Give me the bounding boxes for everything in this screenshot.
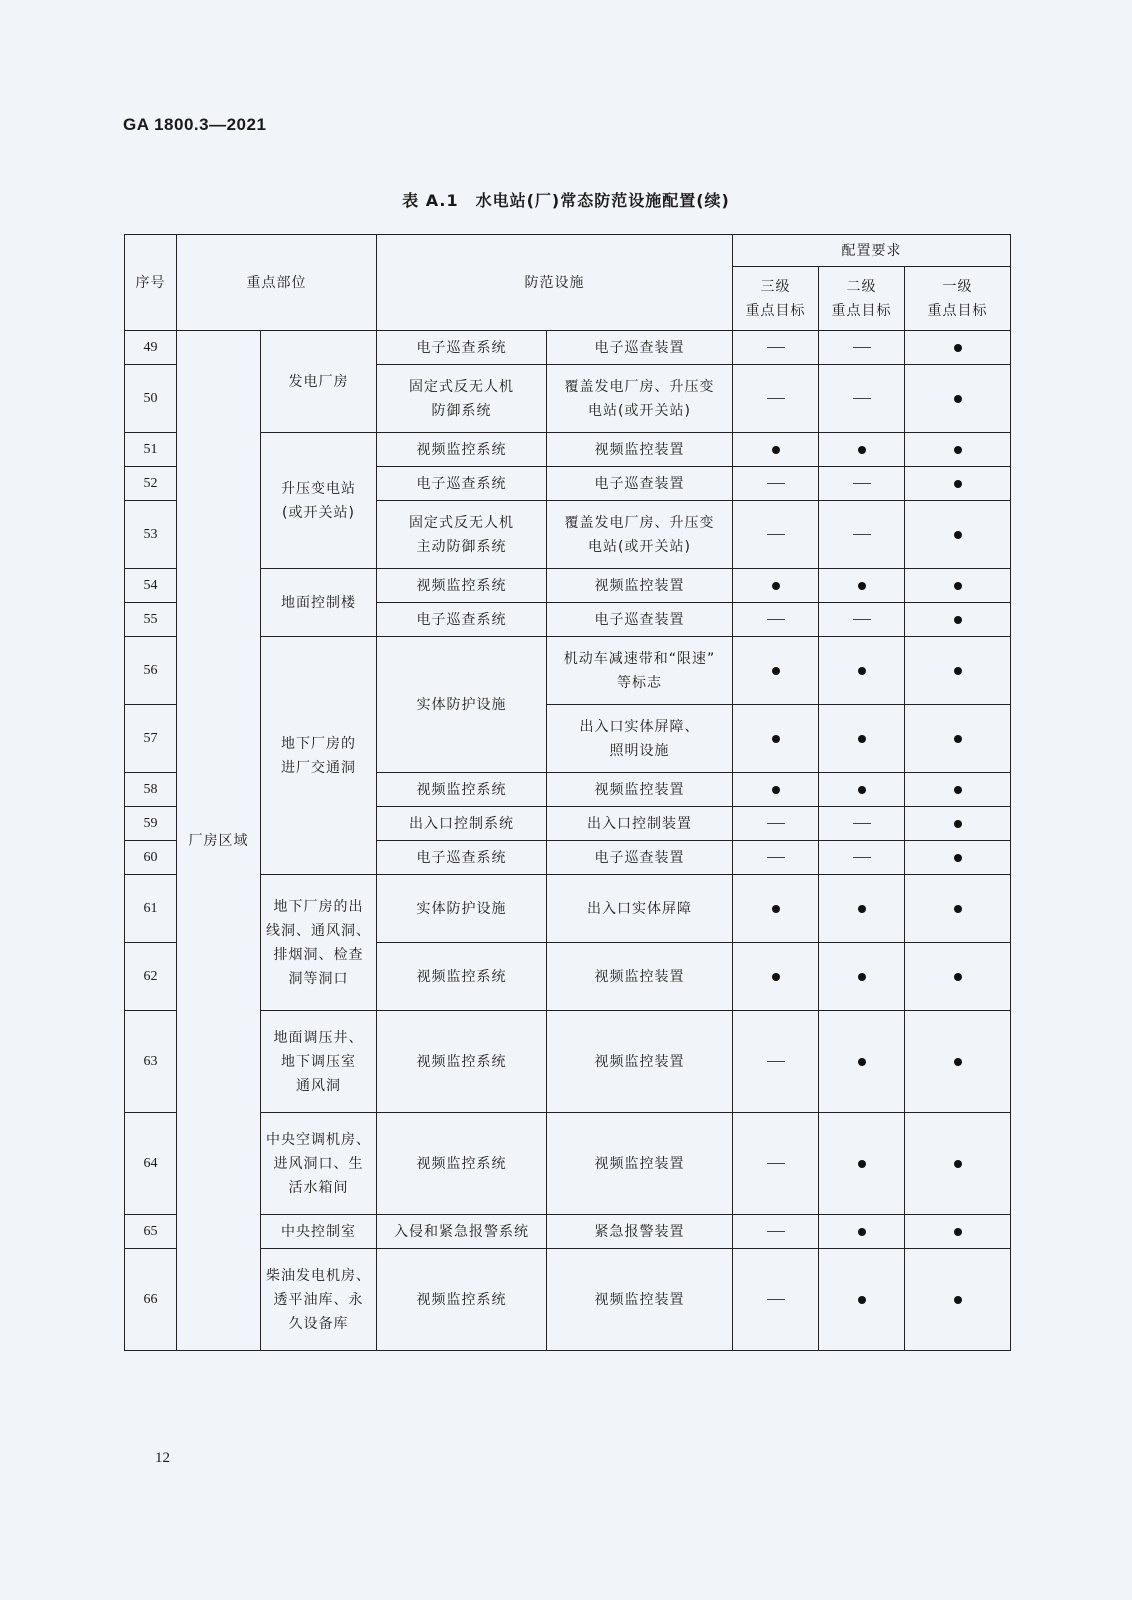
not-required-dash-icon xyxy=(767,1231,785,1232)
req-cell xyxy=(819,1011,905,1113)
req-cell xyxy=(905,433,1011,467)
subarea-cell: 地面调压井、 地下调压室 通风洞 xyxy=(261,1011,377,1113)
req-cell xyxy=(733,773,819,807)
req-cell xyxy=(819,1215,905,1249)
required-dot-icon xyxy=(954,973,962,981)
req-cell xyxy=(819,603,905,637)
required-dot-icon xyxy=(772,446,780,454)
required-dot-icon xyxy=(954,1160,962,1168)
device-cell: 视频监控装置 xyxy=(547,943,733,1011)
req-cell xyxy=(905,1249,1011,1351)
device-cell: 视频监控装置 xyxy=(547,773,733,807)
req-cell xyxy=(733,569,819,603)
req-cell xyxy=(733,603,819,637)
required-dot-icon xyxy=(858,1228,866,1236)
system-cell: 入侵和紧急报警系统 xyxy=(377,1215,547,1249)
system-cell: 电子巡查系统 xyxy=(377,841,547,875)
not-required-dash-icon xyxy=(767,619,785,620)
system-cell: 视频监控系统 xyxy=(377,569,547,603)
req-cell xyxy=(905,1215,1011,1249)
device-cell: 覆盖发电厂房、升压变 电站(或开关站) xyxy=(547,365,733,433)
required-dot-icon xyxy=(954,616,962,624)
req-cell xyxy=(733,705,819,773)
required-dot-icon xyxy=(858,1160,866,1168)
req-cell xyxy=(819,569,905,603)
required-dot-icon xyxy=(772,582,780,590)
area-cell: 厂房区域 xyxy=(177,331,261,1351)
header-facility: 防范设施 xyxy=(377,235,733,331)
not-required-dash-icon xyxy=(767,398,785,399)
req-cell xyxy=(905,875,1011,943)
required-dot-icon xyxy=(858,582,866,590)
device-cell: 出入口控制装置 xyxy=(547,807,733,841)
required-dot-icon xyxy=(954,344,962,352)
req-cell xyxy=(905,603,1011,637)
not-required-dash-icon xyxy=(767,823,785,824)
header-level2: 二级 重点目标 xyxy=(819,267,905,331)
system-cell: 视频监控系统 xyxy=(377,433,547,467)
req-cell xyxy=(905,365,1011,433)
not-required-dash-icon xyxy=(853,857,871,858)
device-cell: 电子巡查装置 xyxy=(547,331,733,365)
row-no: 65 xyxy=(125,1215,177,1249)
device-cell: 出入口实体屏障、 照明设施 xyxy=(547,705,733,773)
req-cell xyxy=(819,433,905,467)
req-cell xyxy=(733,943,819,1011)
row-no: 50 xyxy=(125,365,177,433)
not-required-dash-icon xyxy=(853,483,871,484)
header-level3: 三级 重点目标 xyxy=(733,267,819,331)
req-cell xyxy=(819,331,905,365)
req-cell xyxy=(905,807,1011,841)
required-dot-icon xyxy=(772,905,780,913)
row-no: 56 xyxy=(125,637,177,705)
required-dot-icon xyxy=(954,667,962,675)
subarea-cell: 柴油发电机房、 透平油库、永 久设备库 xyxy=(261,1249,377,1351)
row-no: 66 xyxy=(125,1249,177,1351)
req-cell xyxy=(733,875,819,943)
req-cell xyxy=(819,875,905,943)
system-cell: 视频监控系统 xyxy=(377,1011,547,1113)
req-cell xyxy=(733,807,819,841)
system-cell: 电子巡查系统 xyxy=(377,331,547,365)
not-required-dash-icon xyxy=(767,1299,785,1300)
req-cell xyxy=(733,467,819,501)
req-cell xyxy=(905,705,1011,773)
row-no: 63 xyxy=(125,1011,177,1113)
device-cell: 电子巡查装置 xyxy=(547,603,733,637)
req-cell xyxy=(733,637,819,705)
req-cell xyxy=(905,943,1011,1011)
req-cell xyxy=(905,467,1011,501)
required-dot-icon xyxy=(954,1058,962,1066)
not-required-dash-icon xyxy=(767,483,785,484)
row-no: 51 xyxy=(125,433,177,467)
row-no: 62 xyxy=(125,943,177,1011)
required-dot-icon xyxy=(954,854,962,862)
required-dot-icon xyxy=(772,973,780,981)
row-no: 60 xyxy=(125,841,177,875)
system-cell: 出入口控制系统 xyxy=(377,807,547,841)
system-cell: 固定式反无人机 主动防御系统 xyxy=(377,501,547,569)
required-dot-icon xyxy=(954,1228,962,1236)
required-dot-icon xyxy=(954,446,962,454)
row-no: 54 xyxy=(125,569,177,603)
device-cell: 电子巡查装置 xyxy=(547,841,733,875)
system-cell: 固定式反无人机 防御系统 xyxy=(377,365,547,433)
header-level1: 一级 重点目标 xyxy=(905,267,1011,331)
req-cell xyxy=(733,1249,819,1351)
device-cell: 覆盖发电厂房、升压变 电站(或开关站) xyxy=(547,501,733,569)
req-cell xyxy=(905,841,1011,875)
not-required-dash-icon xyxy=(767,1061,785,1062)
device-cell: 视频监控装置 xyxy=(547,1113,733,1215)
required-dot-icon xyxy=(954,582,962,590)
required-dot-icon xyxy=(954,531,962,539)
system-cell: 视频监控系统 xyxy=(377,1113,547,1215)
req-cell xyxy=(733,433,819,467)
req-cell xyxy=(905,331,1011,365)
device-cell: 电子巡查装置 xyxy=(547,467,733,501)
req-cell xyxy=(819,807,905,841)
req-cell xyxy=(905,637,1011,705)
device-cell: 紧急报警装置 xyxy=(547,1215,733,1249)
not-required-dash-icon xyxy=(853,823,871,824)
device-cell: 视频监控装置 xyxy=(547,1011,733,1113)
req-cell xyxy=(905,773,1011,807)
req-cell xyxy=(905,1011,1011,1113)
not-required-dash-icon xyxy=(767,857,785,858)
standard-code: GA 1800.3—2021 xyxy=(123,115,267,134)
req-cell xyxy=(819,637,905,705)
system-cell: 电子巡查系统 xyxy=(377,603,547,637)
req-cell xyxy=(733,365,819,433)
table-title: 表 A.1 水电站(厂)常态防范设施配置(续) xyxy=(402,191,730,210)
req-cell xyxy=(733,841,819,875)
required-dot-icon xyxy=(954,1296,962,1304)
req-cell xyxy=(819,1113,905,1215)
req-cell xyxy=(905,569,1011,603)
required-dot-icon xyxy=(858,446,866,454)
device-cell: 视频监控装置 xyxy=(547,433,733,467)
required-dot-icon xyxy=(954,395,962,403)
row-no: 52 xyxy=(125,467,177,501)
subarea-cell: 地下厂房的出 线洞、通风洞、 排烟洞、检查 洞等洞口 xyxy=(261,875,377,1011)
header-part: 重点部位 xyxy=(177,235,377,331)
req-cell xyxy=(733,1113,819,1215)
req-cell xyxy=(733,1011,819,1113)
row-no: 59 xyxy=(125,807,177,841)
req-cell xyxy=(733,1215,819,1249)
required-dot-icon xyxy=(858,973,866,981)
required-dot-icon xyxy=(858,1296,866,1304)
required-dot-icon xyxy=(858,1058,866,1066)
req-cell xyxy=(819,705,905,773)
system-cell: 视频监控系统 xyxy=(377,773,547,807)
subarea-cell: 发电厂房 xyxy=(261,331,377,433)
req-cell xyxy=(733,331,819,365)
not-required-dash-icon xyxy=(853,619,871,620)
system-cell: 实体防护设施 xyxy=(377,875,547,943)
system-cell: 视频监控系统 xyxy=(377,943,547,1011)
req-cell xyxy=(905,501,1011,569)
header-config: 配置要求 xyxy=(733,235,1011,267)
system-cell: 实体防护设施 xyxy=(377,637,547,773)
subarea-cell: 地下厂房的 进厂交通洞 xyxy=(261,637,377,875)
required-dot-icon xyxy=(858,905,866,913)
not-required-dash-icon xyxy=(767,1163,785,1164)
subarea-cell: 中央控制室 xyxy=(261,1215,377,1249)
req-cell xyxy=(819,773,905,807)
not-required-dash-icon xyxy=(767,534,785,535)
subarea-cell: 升压变电站 (或开关站) xyxy=(261,433,377,569)
required-dot-icon xyxy=(954,820,962,828)
required-dot-icon xyxy=(954,735,962,743)
req-cell xyxy=(819,841,905,875)
required-dot-icon xyxy=(858,786,866,794)
req-cell xyxy=(733,501,819,569)
required-dot-icon xyxy=(858,735,866,743)
system-cell: 电子巡查系统 xyxy=(377,467,547,501)
row-no: 49 xyxy=(125,331,177,365)
device-cell: 出入口实体屏障 xyxy=(547,875,733,943)
row-no: 64 xyxy=(125,1113,177,1215)
header-no: 序号 xyxy=(125,235,177,331)
device-cell: 机动车减速带和“限速” 等标志 xyxy=(547,637,733,705)
row-no: 55 xyxy=(125,603,177,637)
req-cell xyxy=(819,365,905,433)
required-dot-icon xyxy=(954,905,962,913)
req-cell xyxy=(819,1249,905,1351)
required-dot-icon xyxy=(772,786,780,794)
required-dot-icon xyxy=(954,480,962,488)
not-required-dash-icon xyxy=(853,534,871,535)
req-cell xyxy=(819,501,905,569)
config-table xyxy=(124,234,1011,1351)
required-dot-icon xyxy=(772,735,780,743)
row-no: 58 xyxy=(125,773,177,807)
req-cell xyxy=(905,1113,1011,1215)
row-no: 61 xyxy=(125,875,177,943)
device-cell: 视频监控装置 xyxy=(547,1249,733,1351)
required-dot-icon xyxy=(858,667,866,675)
not-required-dash-icon xyxy=(853,398,871,399)
row-no: 57 xyxy=(125,705,177,773)
not-required-dash-icon xyxy=(767,347,785,348)
device-cell: 视频监控装置 xyxy=(547,569,733,603)
system-cell: 视频监控系统 xyxy=(377,1249,547,1351)
page-number: 12 xyxy=(155,1450,170,1466)
not-required-dash-icon xyxy=(853,347,871,348)
req-cell xyxy=(819,943,905,1011)
required-dot-icon xyxy=(772,667,780,675)
subarea-cell: 地面控制楼 xyxy=(261,569,377,637)
required-dot-icon xyxy=(954,786,962,794)
row-no: 53 xyxy=(125,501,177,569)
subarea-cell: 中央空调机房、 进风洞口、生 活水箱间 xyxy=(261,1113,377,1215)
req-cell xyxy=(819,467,905,501)
